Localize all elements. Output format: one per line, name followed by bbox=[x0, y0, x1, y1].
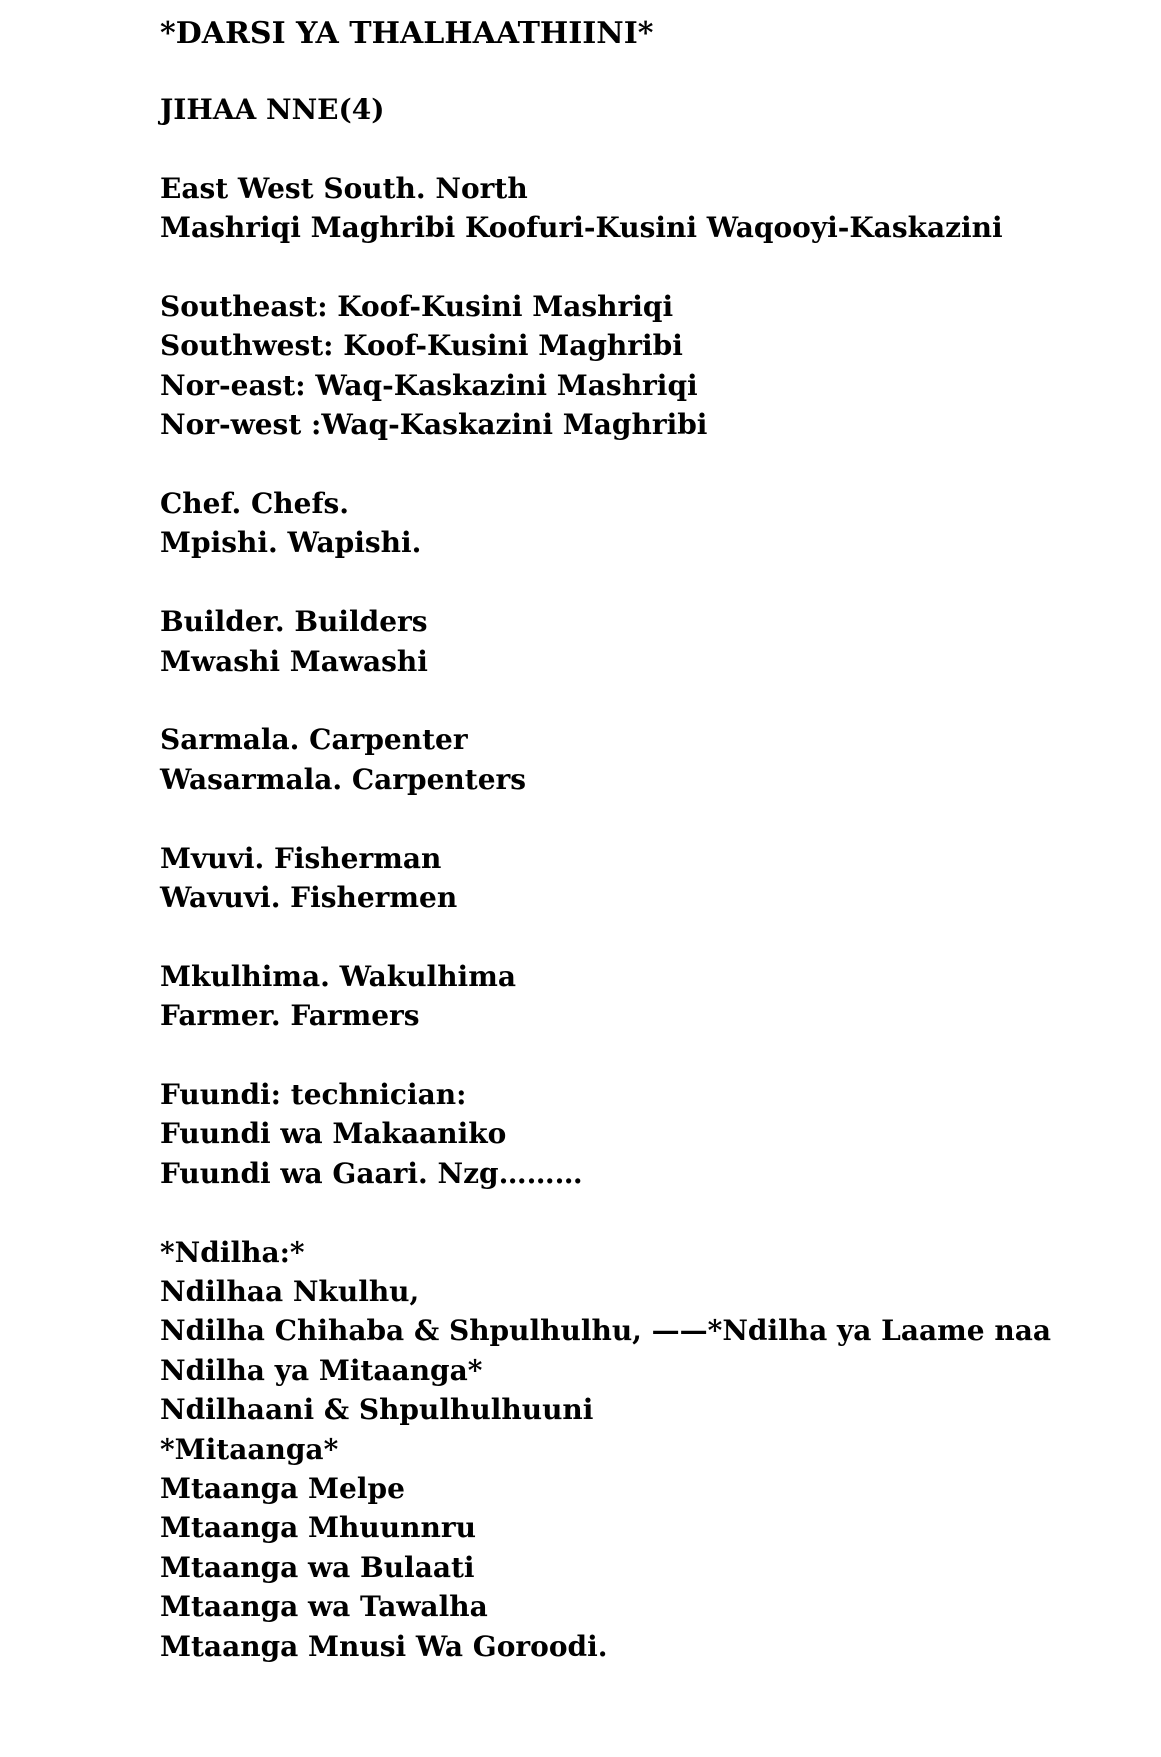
farmer-line: Farmer. Farmers bbox=[160, 999, 420, 1033]
mitaanga-item: Mtaanga wa Tawalha bbox=[160, 1590, 488, 1624]
chef-line: Mpishi. Wapishi. bbox=[160, 526, 422, 560]
builder-line: Builder. Builders bbox=[160, 605, 428, 639]
intercardinal-line: Southeast: Koof-Kusini Mashriqi bbox=[160, 290, 674, 323]
intercardinal-line: Southwest: Koof-Kusini Maghribi bbox=[160, 329, 683, 363]
carpenter-line: Sarmala. Carpenter bbox=[160, 723, 468, 757]
fisherman-line: Wavuvi. Fishermen bbox=[160, 881, 458, 915]
section-heading: JIHAA NNE(4) bbox=[160, 93, 385, 126]
carpenter-line: Wasarmala. Carpenters bbox=[160, 762, 527, 796]
farmer-line: Mkulhima. Wakulhima bbox=[160, 959, 516, 993]
spacer bbox=[160, 248, 1145, 287]
mitaanga-item: Mtaanga wa Bulaati bbox=[160, 1550, 475, 1584]
directions-local: Mashriqi Maghribi Koofuri-Kusini Waqooyi-Kaskazini bbox=[160, 211, 1003, 245]
ndilha-line: Ndilhaa Nkulhu, bbox=[160, 1275, 420, 1309]
intercardinal-line: Nor-west :Waq-Kaskazini Maghribi bbox=[160, 408, 708, 442]
mitaanga-item: Mtaanga Mnusi Wa Goroodi. bbox=[160, 1629, 608, 1663]
technician-line: Fuundi: technician: bbox=[160, 1078, 467, 1112]
spacer bbox=[160, 1036, 1145, 1075]
document-body bbox=[160, 12, 1145, 1666]
spacer bbox=[160, 445, 1145, 484]
page-title: *DARSI YA THALHAATHIINI* bbox=[160, 16, 654, 51]
spacer bbox=[160, 56, 1145, 90]
ndilha-heading: *Ndilha:* bbox=[160, 1235, 305, 1269]
mitaanga-heading: *Mitaanga* bbox=[160, 1432, 339, 1466]
spacer bbox=[160, 1193, 1145, 1232]
directions-english: East West South. North bbox=[160, 171, 528, 205]
builder-line: Mwashi Mawashi bbox=[160, 644, 428, 678]
mitaanga-item: Mtaanga Mhuunnru bbox=[160, 1511, 476, 1545]
spacer bbox=[160, 799, 1145, 838]
chef-line: Chef. Chefs. bbox=[160, 487, 350, 521]
mitaanga-item: Mtaanga Melpe bbox=[160, 1472, 405, 1506]
spacer bbox=[160, 917, 1145, 956]
intercardinal-line: Nor-east: Waq-Kaskazini Mashriqi bbox=[160, 368, 698, 402]
technician-line: Fuundi wa Gaari. Nzg……… bbox=[160, 1156, 583, 1190]
spacer bbox=[160, 563, 1145, 602]
fisherman-line: Mvuvi. Fisherman bbox=[160, 841, 442, 875]
technician-line: Fuundi wa Makaaniko bbox=[160, 1117, 507, 1151]
ndilha-line: Ndilhaani & Shpulhulhuuni bbox=[160, 1393, 594, 1427]
spacer bbox=[160, 681, 1145, 720]
ndilha-line: Ndilha Chihaba & Shpulhulhu, ——*Ndilha ya Laame naa Ndilha ya Mitaanga* bbox=[160, 1314, 1051, 1387]
spacer bbox=[160, 129, 1145, 168]
